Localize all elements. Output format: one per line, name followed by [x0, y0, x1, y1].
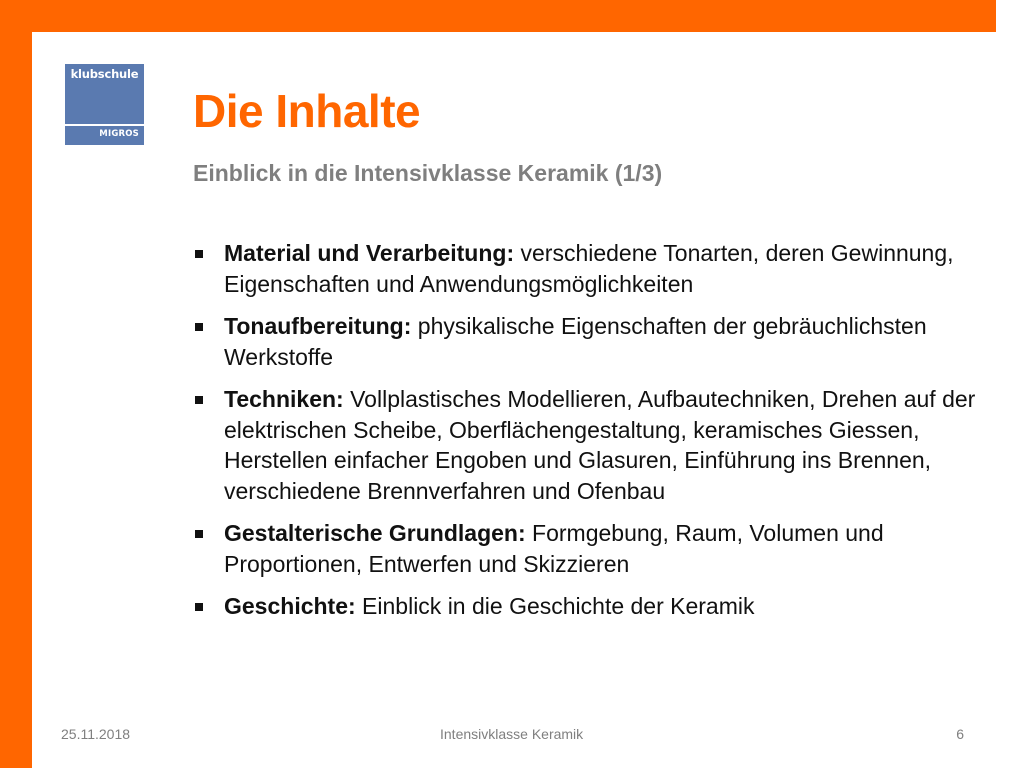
- orange-frame-top: [0, 0, 996, 32]
- klubschule-migros-logo: [65, 64, 144, 145]
- bullet-item: [193, 518, 993, 579]
- bullet-heading: Material und Verarbeitung:: [224, 240, 515, 266]
- slide-subtitle: Einblick in die Intensivklasse Keramik (1/3): [193, 160, 663, 186]
- footer-date: 25.11.2018: [61, 726, 131, 742]
- bullet-item: [193, 591, 993, 622]
- bullet-list: [193, 238, 993, 622]
- bullet-square-icon: [195, 250, 203, 258]
- bullet-text: Einblick in die Geschichte der Keramik: [355, 593, 755, 619]
- logo-subtext: MIGROS: [99, 129, 139, 139]
- bullet-text: Formgebung, Raum, Volumen und Proportionen, Entwerfen und Skizzieren: [224, 520, 884, 577]
- logo-divider: [65, 124, 144, 126]
- bullet-heading: Gestalterische Grundlagen:: [224, 520, 526, 546]
- orange-frame-left: [0, 0, 32, 768]
- logo-wordmark: klubschule: [70, 67, 139, 81]
- bullet-text: Vollplastisches Modellieren, Aufbautechniken, Drehen auf der elektrischen Scheibe, Oberflächengestaltung, keramisches Giessen, Herstellen einfacher Engoben und Glasuren, Einführung ins Brennen, verschiedene Brennverfahren und Ofenbau: [224, 386, 976, 504]
- footer-title: Intensivklasse Keramik: [440, 726, 584, 742]
- page-number: 6: [956, 726, 964, 742]
- slide-title: Die Inhalte: [193, 85, 421, 137]
- bullet-heading: Tonaufbereitung:: [224, 313, 412, 339]
- bullet-square-icon: [195, 396, 203, 404]
- bullet-heading: Techniken:: [224, 386, 344, 412]
- bullet-item: [193, 311, 993, 372]
- bullet-text: physikalische Eigenschaften der gebräuchlichsten Werkstoffe: [224, 313, 927, 370]
- bullet-text: verschiedene Tonarten, deren Gewinnung, Eigenschaften und Anwendungsmöglichkeiten: [224, 240, 954, 297]
- bullet-item: [193, 238, 993, 299]
- bullet-square-icon: [195, 603, 203, 611]
- bullet-item: [193, 384, 993, 506]
- bullet-heading: Geschichte:: [224, 593, 356, 619]
- bullet-square-icon: [195, 323, 203, 331]
- bullet-square-icon: [195, 530, 203, 538]
